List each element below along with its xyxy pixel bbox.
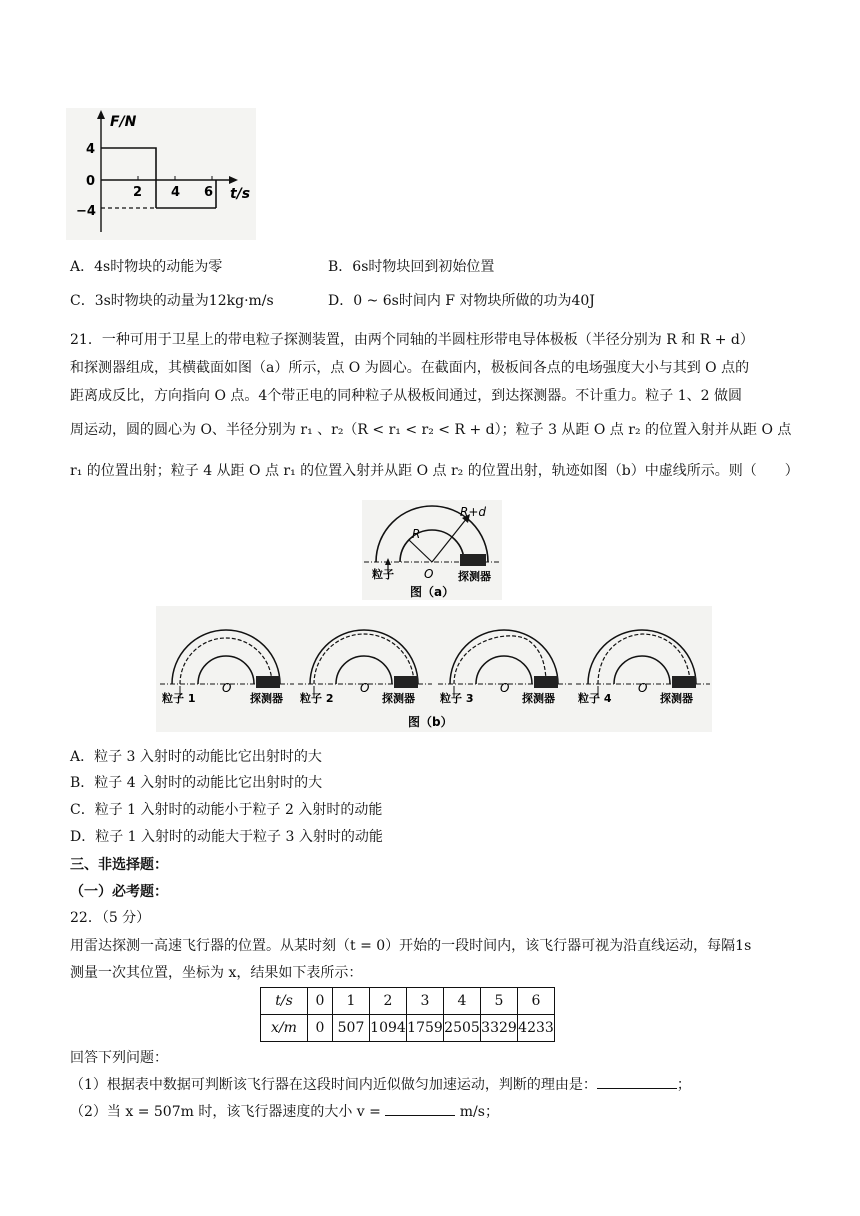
x-tick-6: 6 [204, 185, 214, 200]
x-axis-label: t/s [230, 186, 251, 202]
q21-stem-line4: 周运动，圆的圆心为 O、半径分别为 r₁ 、r₂（R < r₁ < r₂ < R + d）；粒子 3 从距 O 点 r₂ 的位置入射并从距 O 点 [70, 422, 792, 438]
data-table [260, 987, 555, 1042]
label-particle-2: 粒子 2 [300, 692, 334, 705]
q21-option-b: B．粒子 4 入射时的动能比它出射时的大 [70, 775, 323, 791]
caption-a: 图（a） [410, 585, 455, 599]
q20-option-a: A．4s时物块的动能为零 [70, 259, 223, 275]
q20-option-c: C．3s时物块的动量为12kg·m/s [70, 293, 274, 309]
label-O: O [500, 681, 510, 695]
q22-stem-line1: 用雷达探测一高速飞行器的位置。从某时刻（t = 0）开始的一段时间内，该飞行器可视为沿直线运动，每隔1s [70, 938, 752, 954]
table-header-t: t/s [261, 988, 308, 1015]
detector-box [256, 676, 280, 688]
q22-stem-line2: 测量一次其位置，坐标为 x，结果如下表所示： [70, 965, 363, 981]
table-cell: 0 [308, 1015, 333, 1042]
q21-stem-line1: 21．一种可用于卫星上的带电粒子探测装置，由两个同轴的半圆柱形带电导体极板（半径分别为 R 和 R + d） [70, 332, 754, 348]
q22-prompt: 回答下列问题： [70, 1050, 168, 1066]
table-cell: 1094 [370, 1015, 407, 1042]
label-particle-1: 粒子 1 [162, 692, 196, 705]
table-cell: 1 [333, 988, 370, 1015]
q22-sub2 [70, 1101, 499, 1122]
table-cell: 1759 [407, 1015, 444, 1042]
force-time-graph [66, 108, 256, 240]
answer-blank-2[interactable] [385, 1101, 455, 1116]
table-cell: 0 [308, 988, 333, 1015]
figure-a [362, 500, 502, 600]
table-cell: 2 [370, 988, 407, 1015]
label-R: R [412, 527, 421, 541]
detector-box [460, 554, 486, 566]
q20-option-b: B．6s时物块回到初始位置 [328, 259, 495, 275]
table-row [261, 988, 555, 1015]
section-subtitle: （一）必考题： [70, 884, 168, 900]
label-detector-4: 探测器 [660, 692, 693, 705]
q22-sub1 [70, 1074, 691, 1095]
y-tick-0: 0 [86, 174, 96, 189]
table-cell: 3 [407, 988, 444, 1015]
table-row [261, 1015, 555, 1042]
q22-number: 22．（5 分） [70, 910, 151, 926]
q21-option-c: C．粒子 1 入射时的动能小于粒子 2 入射时的动能 [70, 802, 383, 818]
label-O: O [222, 681, 232, 695]
label-Rd: R+d [460, 505, 487, 519]
detector-box [394, 676, 418, 688]
x-tick-2: 2 [133, 185, 143, 200]
label-O: O [424, 567, 434, 581]
section-title: 三、非选择题： [70, 857, 168, 873]
q21-option-a: A．粒子 3 入射时的动能比它出射时的大 [70, 749, 322, 765]
q22-sub1-end: ； [676, 1077, 691, 1093]
detector-box [672, 676, 696, 688]
q22-sub2-end: m/s； [459, 1104, 499, 1120]
label-O: O [638, 681, 648, 695]
label-detector-1: 探测器 [250, 692, 283, 705]
q21-stem-line5: r₁ 的位置出射；粒子 4 从距 O 点 r₁ 的位置入射并从距 O 点 r₂ 的位置出射，轨迹如图（b）中虚线所示。则（ ） [70, 463, 799, 479]
table-cell: 5 [481, 988, 518, 1015]
q22-sub2-text: （2）当 x = 507m 时，该飞行器速度的大小 v = [70, 1104, 381, 1120]
table-cell: 507 [333, 1015, 370, 1042]
y-tick-neg4: −4 [76, 204, 96, 219]
q21-stem-line3: 距离成反比，方向指向 O 点。4个带正电的同种粒子从极板间通过，到达探测器。不计重力。粒子 1、2 做圆 [70, 388, 742, 404]
table-cell: 3329 [481, 1015, 518, 1042]
table-header-x: x/m [261, 1015, 308, 1042]
answer-blank-1[interactable] [597, 1074, 677, 1089]
label-detector-2: 探测器 [382, 692, 415, 705]
label-particle-3: 粒子 3 [440, 692, 474, 705]
label-particle-4: 粒子 4 [578, 692, 612, 705]
label-particle: 粒子 [372, 568, 394, 581]
table-cell: 6 [518, 988, 555, 1015]
table-cell: 4 [444, 988, 481, 1015]
label-detector-3: 探测器 [522, 692, 555, 705]
figure-b [156, 606, 712, 732]
detector-box [534, 676, 558, 688]
y-axis-label: F/N [110, 114, 137, 130]
q22-sub1-text: （1）根据表中数据可判断该飞行器在这段时间内近似做匀加速运动，判断的理由是： [70, 1077, 597, 1093]
q21-option-d: D．粒子 1 入射时的动能大于粒子 3 入射时的动能 [70, 829, 383, 845]
label-O: O [360, 681, 370, 695]
table-cell: 4233 [518, 1015, 555, 1042]
x-tick-4: 4 [171, 185, 181, 200]
table-cell: 2505 [444, 1015, 481, 1042]
caption-b: 图（b） [408, 715, 453, 729]
y-tick-4: 4 [86, 142, 96, 157]
label-detector: 探测器 [458, 570, 491, 583]
q20-option-d: D．0 ~ 6s时间内 F 对物块所做的功为40J [328, 293, 595, 309]
q21-stem-line2: 和探测器组成，其横截面如图（a）所示，点 O 为圆心。在截面内，极板间各点的电场强度大小与其到 O 点的 [70, 360, 750, 376]
